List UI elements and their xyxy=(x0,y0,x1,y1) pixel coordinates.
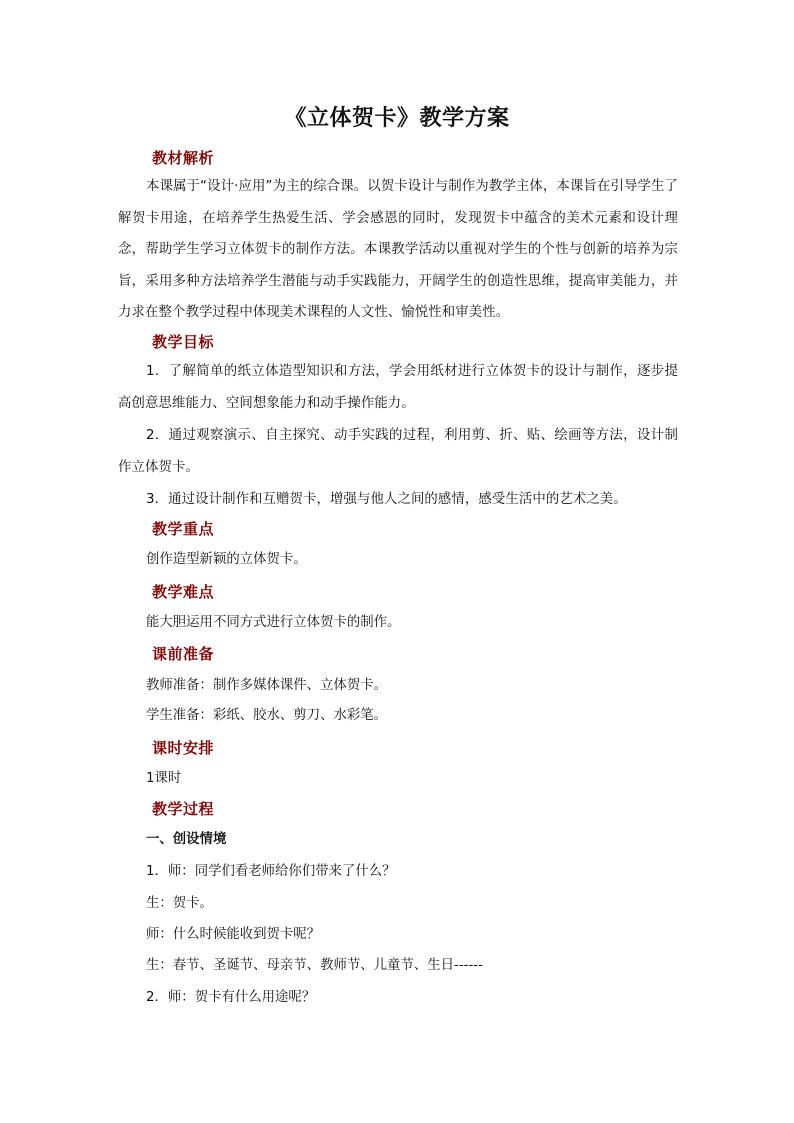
process-line-5: 2．师：贺卡有什么用途呢？ xyxy=(146,990,316,1005)
goal-item-1: 1．了解简单的纸立体造型知识和方法，学会用纸材进行立体贺卡的设计与制作，逐步提高创意思维能力、空间想象能力和动手操作能力。 xyxy=(118,364,678,411)
heading-key-point: 教学重点 xyxy=(152,520,215,538)
heading-difficulty: 教学难点 xyxy=(152,583,215,601)
process-subheading: 一、创设情境 xyxy=(146,832,227,847)
process-line-3: 师：什么时候能收到贺卡呢？ xyxy=(146,927,321,942)
schedule-text: 1课时 xyxy=(146,771,182,786)
teacher-prep-text: 教师准备：制作多媒体课件、立体贺卡。 xyxy=(146,678,388,693)
paragraph-analysis: 本课属于“设计·应用”为主的综合课。以贺卡设计与制作为教学主体，本课旨在引导学生了解贺卡用途，在培养学生热爱生活、学会感恩的同时，发现贺卡中蕴含的美术元素和设计理念，帮助学生学习立体贺卡的制作方法。本课教学活动以重视对学生的个性与创新的培养为宗旨，采用多种方法培养学生潜能与动手实践能力，开阔学生的创造性思维，提高审美能力，并力求在整个教学过程中体现美术课程的人文性、愉悦性和审美性。 xyxy=(118,179,678,320)
page-title: 《立体贺卡》教学方案 xyxy=(284,106,510,131)
heading-schedule: 课时安排 xyxy=(152,739,215,757)
key-point-text: 创作造型新颖的立体贺卡。 xyxy=(146,552,307,567)
process-line-2: 生：贺卡。 xyxy=(146,896,213,911)
process-line-4: 生：春节、圣诞节、母亲节、教师节、儿童节、生日------ xyxy=(146,958,483,973)
difficulty-text: 能大胆运用不同方式进行立体贺卡的制作。 xyxy=(146,615,401,630)
goal-item-3: 3．通过设计制作和互赠贺卡，增强与他人之间的感情，感受生活中的艺术之美。 xyxy=(146,492,627,507)
goal-item-2: 2．通过观察演示、自主探究、动手实践的过程，利用剪、折、贴、绘画等方法，设计制作立体贺卡。 xyxy=(118,428,678,475)
process-line-1: 1．师：同学们看老师给你们带来了什么？ xyxy=(146,864,396,879)
heading-goals: 教学目标 xyxy=(152,333,215,351)
heading-preparation: 课前准备 xyxy=(152,645,215,663)
heading-analysis: 教材解析 xyxy=(152,149,215,167)
heading-process: 教学过程 xyxy=(152,800,215,818)
student-prep-text: 学生准备：彩纸、胶水、剪刀、水彩笔。 xyxy=(146,708,388,723)
